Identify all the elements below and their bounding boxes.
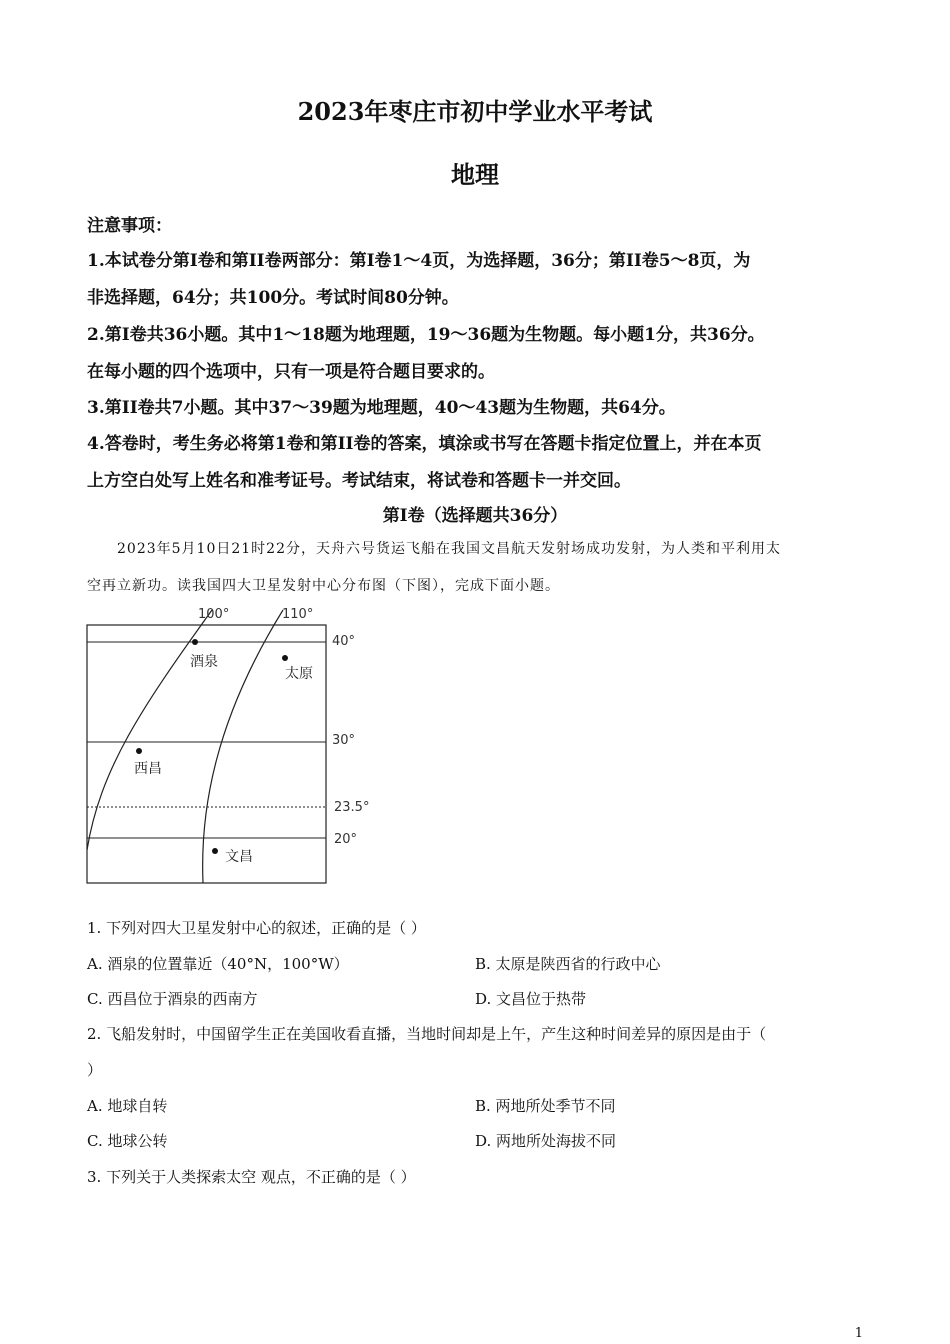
latitude-label: 20° [334, 832, 358, 847]
notice-line: 在每小题的四个选项中，只有一项是符合题目要求的。 [87, 362, 495, 382]
option-c: C. 地球公转 [87, 1132, 168, 1150]
page-number: 1 [854, 1326, 863, 1341]
longitude-label: 110° [282, 607, 314, 622]
option-d: D. 文昌位于热带 [475, 990, 587, 1008]
place-label: 文昌 [225, 849, 253, 865]
notice-heading: 注意事项： [87, 216, 172, 236]
option-b: B. 太原是陕西省的行政中心 [475, 955, 661, 973]
notice-line: 2.第Ⅰ卷共36小题。其中1～18题为地理题，19～36题为生物题。每小题1分，共36分。 [87, 325, 765, 345]
question-stem: 1. 下列对四大卫星发射中心的叙述，正确的是（ ） [87, 919, 426, 937]
place-label: 太原 [285, 666, 313, 682]
section-title: 第Ⅰ卷（选择题共36分） [382, 506, 568, 526]
place-marker [136, 748, 142, 754]
question-stem-cont: ） [87, 1061, 103, 1079]
option-a: A. 地球自转 [87, 1097, 168, 1115]
option-a: A. 酒泉的位置靠近（40°N，100°W） [87, 955, 349, 973]
notice-line: 非选择题，64分；共100分。考试时间80分钟。 [87, 288, 459, 308]
notice-line: 4.答卷时，考生务必将第1卷和第II卷的答案，填涂或书写在答题卡指定位置上，并在本页 [87, 434, 762, 454]
place-marker [192, 639, 198, 645]
notice-line: 1.本试卷分第Ⅰ卷和第II卷两部分：第Ⅰ卷1～4页，为选择题，36分；第II卷5～8页，为 [87, 251, 751, 271]
longitude-label: 100° [198, 607, 230, 622]
launch-center-map [80, 600, 380, 895]
place-marker [282, 655, 288, 661]
exam-title: 2023年枣庄市初中学业水平考试 [297, 97, 653, 126]
latitude-label: 40° [332, 634, 356, 649]
place-marker [212, 848, 218, 854]
latitude-label: 23.5° [334, 800, 370, 815]
notice-line: 上方空白处写上姓名和准考证号。考试结束，将试卷和答题卡一并交回。 [87, 471, 631, 491]
place-label: 酒泉 [190, 654, 218, 670]
option-d: D. 两地所处海拔不同 [475, 1132, 617, 1150]
option-c: C. 西昌位于酒泉的西南方 [87, 990, 258, 1008]
question-stem: 3. 下列关于人类探索太空 观点，不正确的是（ ） [87, 1168, 416, 1186]
latitude-label: 30° [332, 733, 356, 748]
intro-line: 空再立新功。读我国四大卫星发射中心分布图（下图），完成下面小题。 [87, 578, 560, 594]
subject-title: 地理 [451, 160, 499, 189]
place-label: 西昌 [134, 761, 162, 777]
intro-line: 2023年5月10日21时22分，天舟六号货运飞船在我国文昌航天发射场成功发射，为人类和平利用太 [117, 541, 781, 557]
question-stem: 2. 飞船发射时，中国留学生正在美国收看直播，当地时间却是上午，产生这种时间差异的原因是由于（ [87, 1025, 767, 1043]
notice-line: 3.第II卷共7小题。其中37～39题为地理题，40～43题为生物题，共64分。 [87, 398, 676, 418]
option-b: B. 两地所处季节不同 [475, 1097, 616, 1115]
